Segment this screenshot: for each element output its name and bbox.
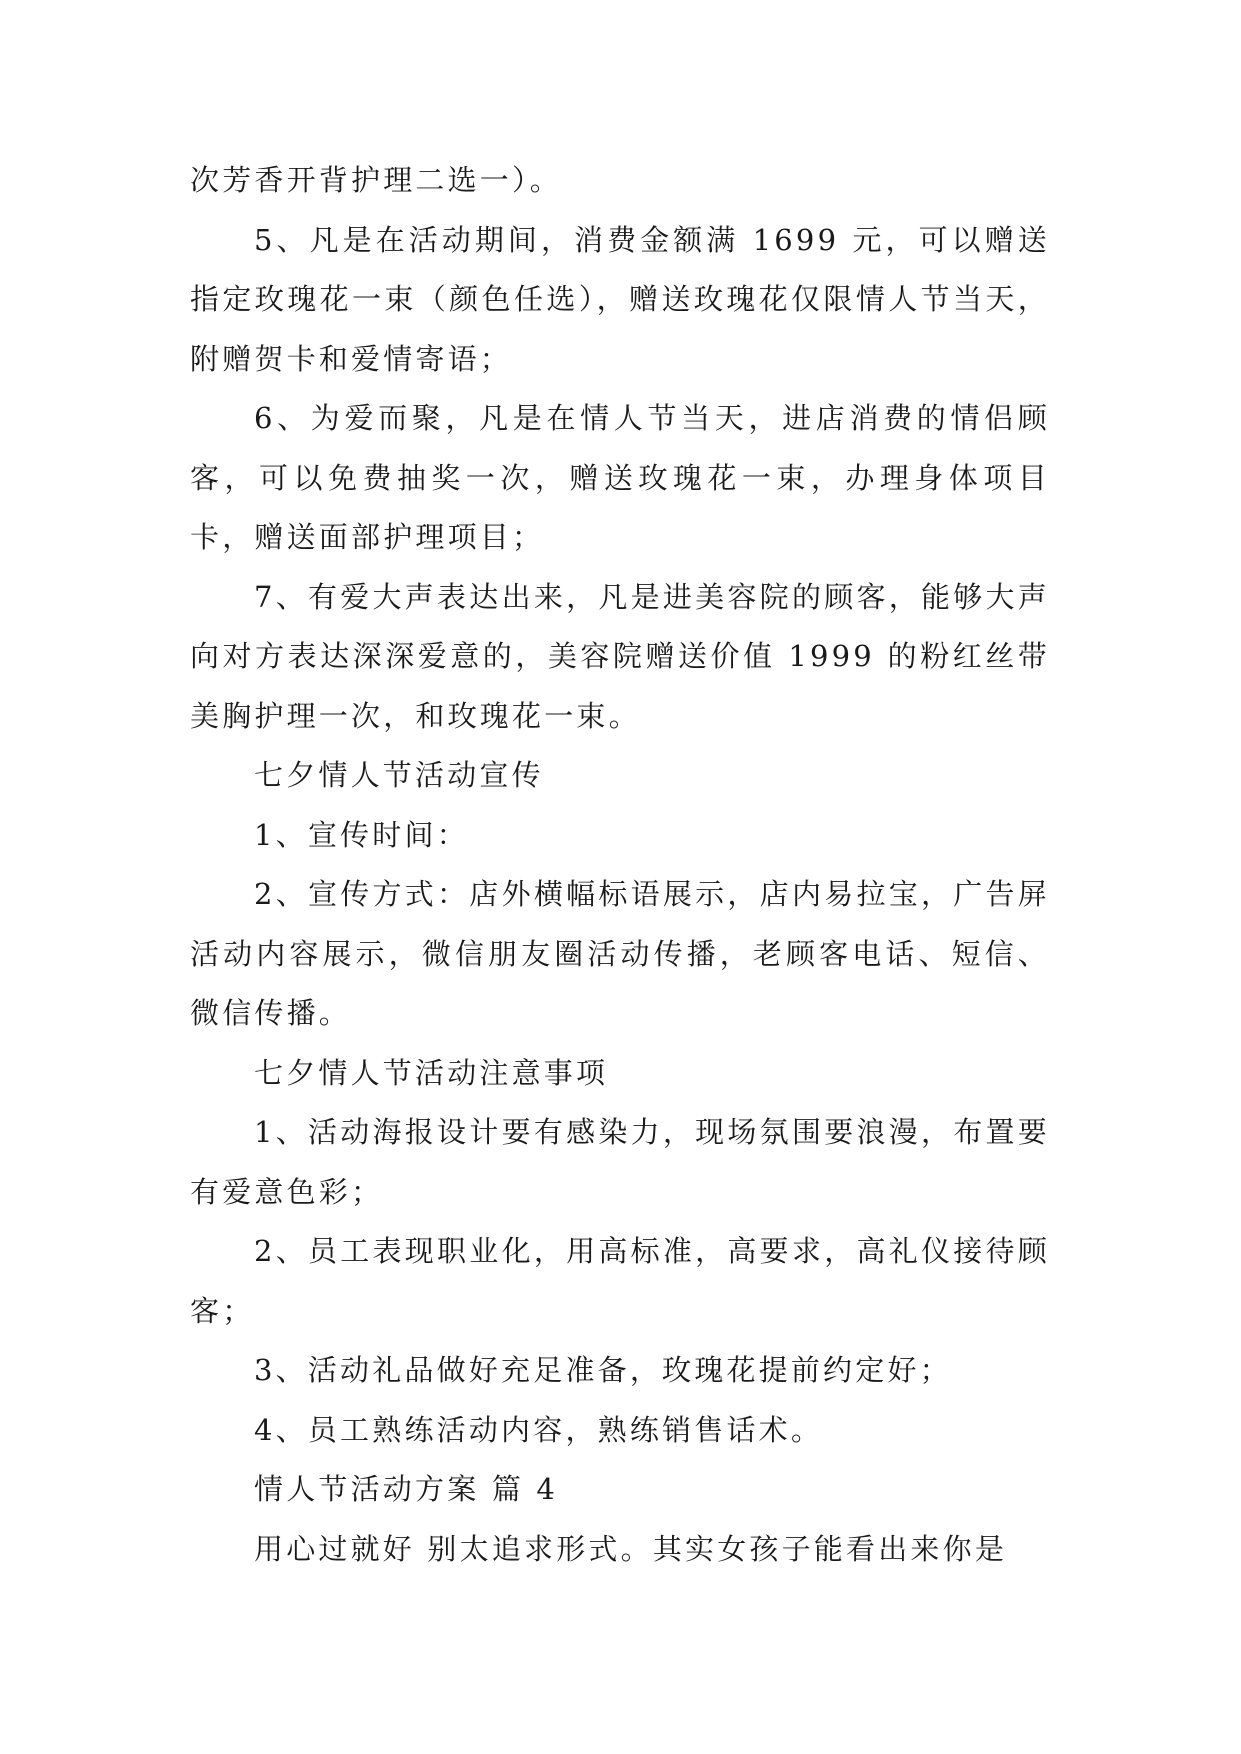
paragraph: 用心过就好 别太追求形式。其实女孩子能看出来你是	[254, 1531, 1008, 1566]
paragraph: 次芳香开背护理二选一）。	[190, 163, 562, 197]
section-heading: 七夕情人节活动注意事项	[254, 1055, 609, 1090]
paragraph: 1、宣传时间：	[254, 817, 469, 852]
paragraph: 2、宣传方式：店外横幅标语展示，店内易拉宝，广告屏活动内容展示，微信朋友圈活动传播，老顾客电话、短信、微信传播。	[190, 877, 1050, 1030]
paragraph: 5、凡是在活动期间，消费金额满 1699 元，可以赠送指定玫瑰花一束（颜色任选），赠送玫瑰花仅限情人节当天，附赠贺卡和爱情寄语；	[190, 222, 1050, 376]
document-body	[190, 151, 1050, 1579]
section-heading: 情人节活动方案 篇 4	[254, 1472, 559, 1506]
paragraph: 4、员工熟练活动内容，熟练销售话术。	[254, 1412, 824, 1447]
paragraph: 2、员工表现职业化，用高标准，高要求，高礼仪接待顾客；	[190, 1234, 1050, 1328]
section-heading: 七夕情人节活动宣传	[254, 758, 544, 792]
paragraph: 1、活动海报设计要有感染力，现场氛围要浪漫，布置要有爱意色彩；	[190, 1115, 1050, 1209]
paragraph: 6、为爱而聚，凡是在情人节当天，进店消费的情侣顾客，可以免费抽奖一次，赠送玫瑰花一束，办理身体项目卡，赠送面部护理项目；	[190, 401, 1050, 554]
paragraph: 3、活动礼品做好充足准备，玫瑰花提前约定好；	[254, 1353, 952, 1387]
paragraph: 7、有爱大声表达出来，凡是进美容院的顾客，能够大声向对方表达深深爱意的，美容院赠送价值 1999 的粉红丝带美胸护理一次，和玫瑰花一束。	[190, 579, 1050, 733]
